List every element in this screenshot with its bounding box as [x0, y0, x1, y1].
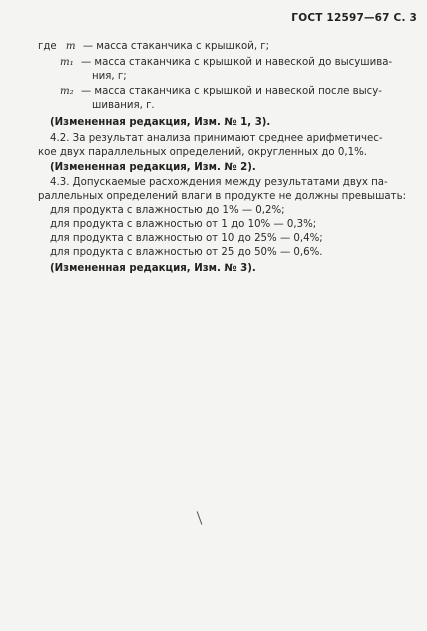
- amendment-note-1: (Измененная редакция, Изм. № 1, 3).: [50, 117, 271, 128]
- symbol-m: m: [65, 41, 76, 52]
- paragraph-4-3-line-2: раллельных определений влаги в продукте не должны превышать:: [38, 191, 407, 202]
- page-header: ГОСТ 12597—67 С. 3: [291, 12, 417, 24]
- scan-mark: [197, 511, 203, 524]
- definition-m1-continuation: ния, г;: [92, 71, 127, 82]
- amendment-note-2: (Измененная редакция, Изм. № 2).: [50, 162, 256, 173]
- tolerance-item: для продукта с влажностью от 25 до 50% — 0,6%.: [50, 247, 323, 258]
- definition-m1: [60, 56, 392, 69]
- paragraph-4-3-line-1: 4.3. Допускаемые расхождения между результатами двух па-: [50, 177, 388, 188]
- tolerance-item: для продукта с влажностью до 1% — 0,2%;: [50, 205, 285, 216]
- paragraph-4-2-line-2: кое двух параллельных определений, округленных до 0,1%.: [38, 147, 368, 158]
- definition-m1-text: — масса стаканчика с крышкой и навеской до высушива-: [81, 57, 393, 68]
- amendment-note-3: (Измененная редакция, Изм. № 3).: [50, 263, 256, 274]
- definition-m-text: — масса стаканчика с крышкой, г;: [82, 41, 270, 52]
- definition-m: [38, 40, 269, 53]
- tolerance-item: для продукта с влажностью от 10 до 25% — 0,4%;: [50, 233, 323, 244]
- symbol-m2: m₂: [60, 86, 74, 97]
- definition-m2-text: — масса стаканчика с крышкой и навеской после высу-: [81, 86, 382, 97]
- where-word: где: [38, 41, 57, 52]
- paragraph-4-2-line-1: 4.2. За результат анализа принимают среднее арифметичес-: [50, 133, 383, 144]
- tolerance-item: для продукта с влажностью от 1 до 10% — 0,3%;: [50, 219, 317, 230]
- definition-m2: [60, 85, 382, 98]
- symbol-m1: m₁: [60, 57, 74, 68]
- definition-m2-continuation: шивания, г.: [92, 100, 155, 111]
